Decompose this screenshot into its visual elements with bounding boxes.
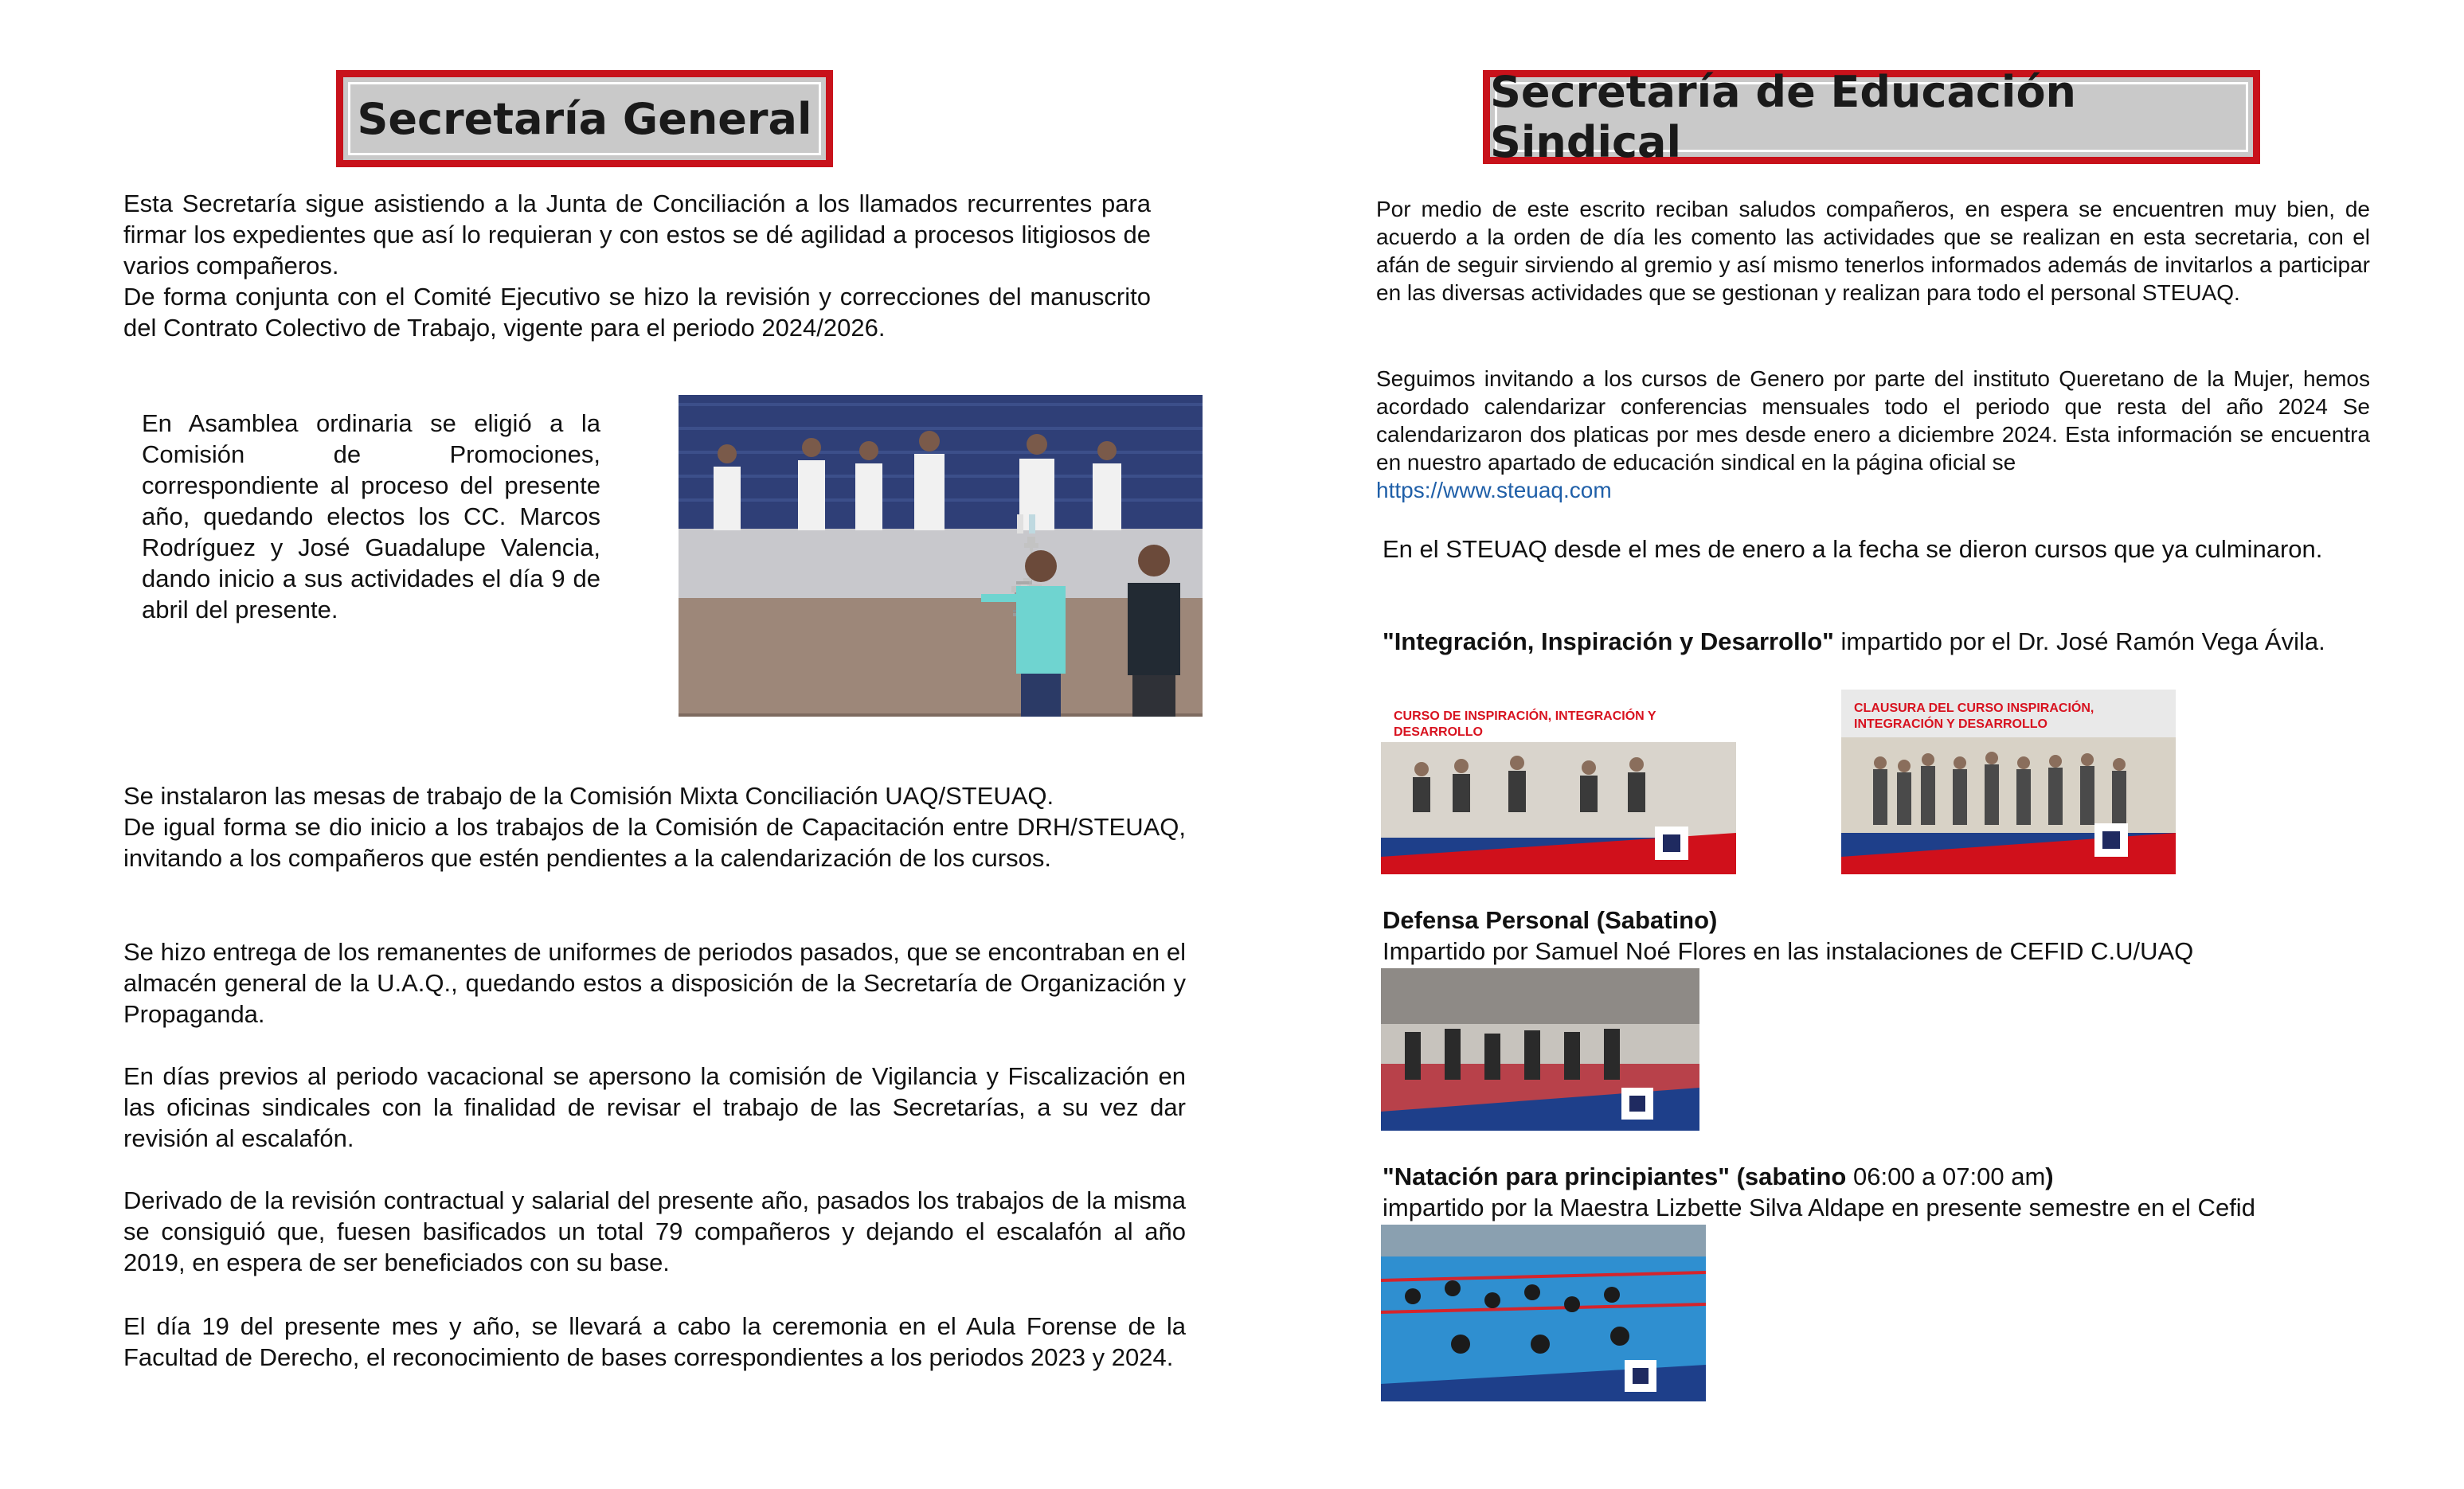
course3-title-close: ): [2045, 1163, 2054, 1190]
cursos-intro-paragraph: En el STEUAQ desde el mes de enero a la fecha se dieron cursos que ya culminaron.: [1383, 535, 2323, 563]
course3-title: "Natación para principiantes" (sabatino: [1383, 1163, 1853, 1190]
genero-paragraph: [1376, 365, 2370, 504]
saludos-paragraph: Por medio de este escrito reciban saludos compañeros, en espera se encuentren muy bien, de acuerdo a la orden de día les comento las actividades que se realizan en esta secretaria, con el afán de seguir sirviendo al gremio y así mismo tenerlos informados además de invitarlos a participar en las diversas actividades que se gestionan y realizan para todo el personal STEUAQ.: [1376, 197, 2370, 305]
right-title-text: Secretaría de Educación Sindical: [1490, 67, 2076, 167]
genero-text: Seguimos invitando a los cursos de Genero por parte del instituto Queretano de la Mujer, hemos acordado calendarizar conferencias mensuales todo el periodo que resta del año 2024 Se calendarizaron dos platicas por mes desde enero a diciembre 2024. Esta información se encuentra en nuestro apartado de educación sindical en la página oficial se: [1376, 366, 2370, 475]
course1-banner-b: CLAUSURA DEL CURSO INSPIRACIÓN, INTEGRACIÓN Y DESARROLLO: [1854, 702, 2094, 731]
intro-text-1: Esta Secretaría sigue asistiendo a la Junta de Conciliación a los llamados recurrentes para firmar los expedientes que así lo requieran y con estos se dé agilidad a procesos litigiosos de varios compañeros.: [123, 190, 1151, 279]
intro-text-2: De forma conjunta con el Comité Ejecutivo se hizo la revisión y correcciones del manuscrito del Contrato Colectivo de Trabajo, vigente para el periodo 2024/2026.: [123, 283, 1151, 342]
course3-heading: [1383, 1161, 2365, 1223]
course3-desc: impartido por la Maestra Lizbette Silva Aldape en presente semestre en el Cefid: [1383, 1194, 2255, 1221]
course2-desc: Impartido por Samuel Noé Flores en las instalaciones de CEFID C.U/UAQ: [1383, 937, 2194, 965]
course3-time: 06:00 a 07:00 am: [1852, 1163, 2046, 1190]
steuaq-link[interactable]: https://www.steuaq.com: [1376, 478, 1612, 502]
course2-photo: [1381, 968, 1699, 1131]
course2-title: Defensa Personal (Sabatino): [1383, 906, 1718, 934]
course1-photo-b: [1841, 690, 2176, 874]
revision-paragraph: Derivado de la revisión contractual y salarial del presente año, pasados los trabajos de la misma se consiguió que, fuesen basificados un total 79 compañeros y dejando el escalafón al año 2019, en espera de ser beneficiados con su base.: [123, 1186, 1186, 1276]
course1-instructor: impartido por el Dr. José Ramón Vega Ávila.: [1833, 627, 2325, 655]
mesas-text-2: De igual forma se dio inicio a los trabajos de la Comisión de Capacitación entre DRH/STEUAQ, invitando a los compañeros que estén pendientes a la calendarización de los cursos.: [123, 813, 1186, 872]
asamblea-paragraph: En Asamblea ordinaria se eligió a la Comisión de Promociones, correspondiente al proceso del presente año, quedando electos los CC. Marcos Rodríguez y José Guadalupe Valencia, dando inicio a sus actividades el día 9 de abril del presente.: [142, 409, 600, 623]
course1-photo-a: [1381, 698, 1736, 874]
course2-heading: [1383, 905, 2365, 967]
course1-title: "Integración, Inspiración y Desarrollo": [1383, 627, 1834, 655]
left-section-title: [336, 70, 833, 167]
course3-title-line: [1383, 1161, 2365, 1192]
left-title-text: Secretaría General: [357, 93, 812, 144]
intro-paragraph: [123, 188, 1151, 343]
ceremonia-paragraph: El día 19 del presente mes y año, se llevará a cabo la ceremonia en el Aula Forense de la Facultad de Derecho, el reconocimiento de bases correspondientes a los periodos 2023 y 2024.: [123, 1312, 1186, 1371]
course1-banner-a: CURSO DE INSPIRACIÓN, INTEGRACIÓN Y DESARROLLO: [1394, 709, 1656, 739]
asamblea-photo: [679, 395, 1203, 717]
uniformes-paragraph: Se hizo entrega de los remanentes de uniformes de periodos pasados, que se encontraban en el almacén general de la U.A.Q., quedando estos a disposición de la Secretaría de Organización y Propaganda.: [123, 938, 1186, 1028]
mesas-text-1: Se instalaron las mesas de trabajo de la Comisión Mixta Conciliación UAQ/STEUAQ.: [123, 782, 1054, 810]
right-section-title: [1483, 67, 2260, 167]
course1-heading: [1383, 626, 2365, 657]
vigilancia-paragraph: En días previos al periodo vacacional se apersono la comisión de Vigilancia y Fiscalización en las oficinas sindicales con la finalidad de revisar el trabajo de las Secretarías, a su vez dar revisión al escalafón.: [123, 1062, 1186, 1152]
mesas-paragraph: [123, 780, 1186, 873]
course3-photo: [1381, 1225, 1706, 1401]
